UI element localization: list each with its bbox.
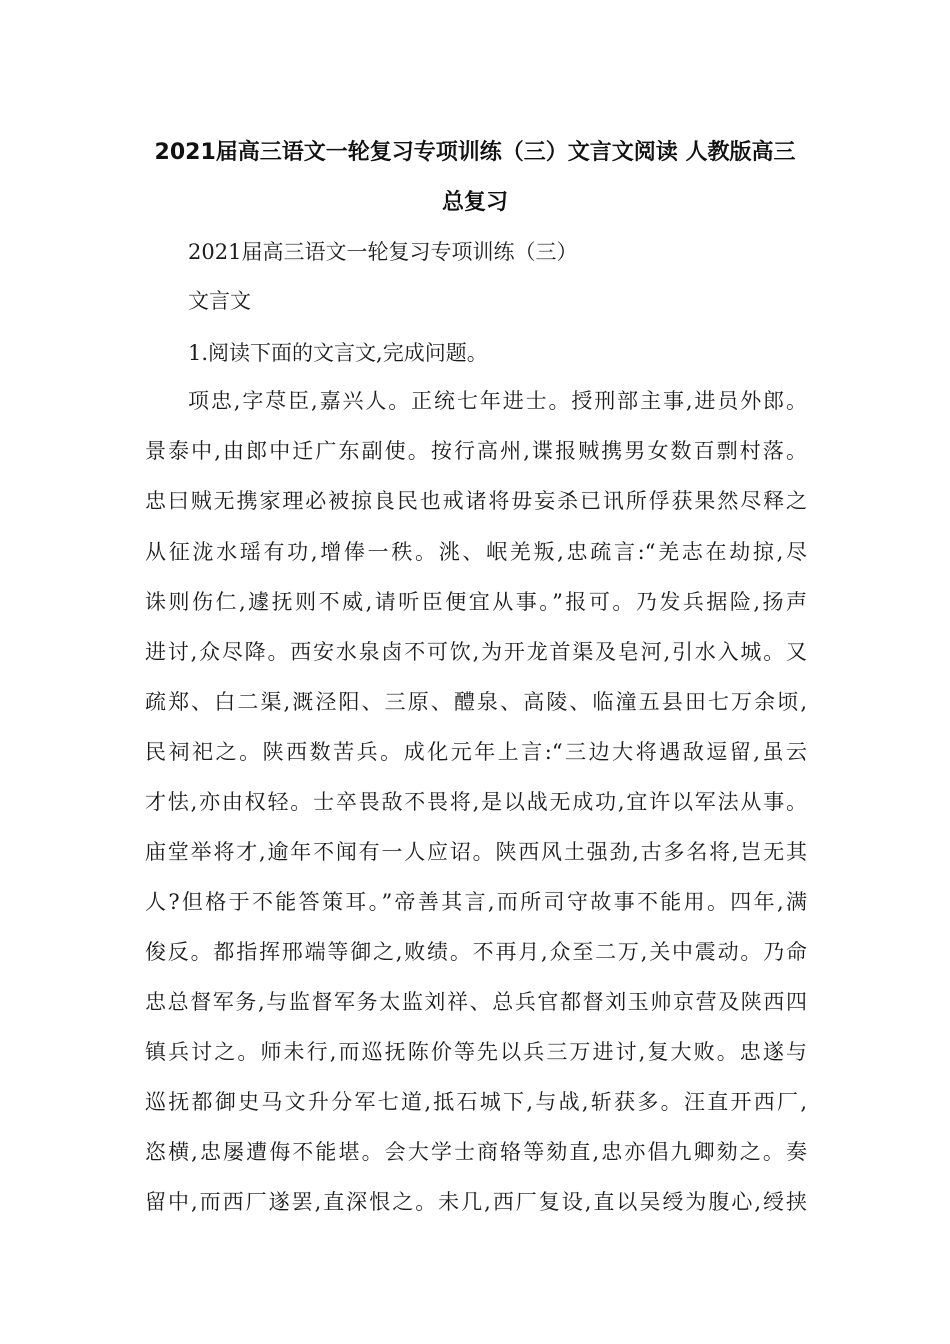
body-line: 进讨,众尽降。西安水泉卤不可饮,为开龙首渠及皂河,引水入城。又 <box>145 640 807 664</box>
body-line: 诛则伤仁,遽抚则不威,请听臣便宜从事。”报可。乃发兵据险,扬声 <box>145 590 807 614</box>
section-heading: 文言文 <box>188 289 251 313</box>
body-line: 忠曰贼无携家理必被掠良民也戒诸将毋妄杀已讯所俘获果然尽释之 <box>145 489 807 513</box>
body-line: 恣横,忠屡遭侮不能堪。会大学士商辂等劾直,忠亦倡九卿劾之。奏 <box>145 1140 807 1164</box>
body-line: 留中,而西厂遂罢,直深恨之。未几,西厂复设,直以吴绶为腹心,绶挟 <box>145 1190 807 1214</box>
body-line: 民祠祀之。陕西数苦兵。成化元年上言:“三边大将遇敌逗留,虽云 <box>145 740 807 764</box>
body-line: 才怯,亦由权轻。士卒畏敌不畏将,是以战无成功,宜许以军法从事。 <box>145 790 807 814</box>
body-line: 从征泷水瑶有功,增俸一秩。洮、岷羌叛,忠疏言:“羌志在劫掠,尽 <box>145 540 807 564</box>
body-line: 巡抚都御史马文升分军七道,抵石城下,与战,斩获多。汪直开西厂, <box>145 1090 807 1114</box>
body-line: 项忠,字荩臣,嘉兴人。正统七年进士。授刑部主事,进员外郎。 <box>188 389 807 413</box>
subtitle: 2021届高三语文一轮复习专项训练（三） <box>188 240 578 264</box>
question-prompt: 1.阅读下面的文言文,完成问题。 <box>188 341 488 365</box>
body-line: 景泰中,由郎中迁广东副使。按行高州,谍报贼携男女数百剽村落。 <box>145 439 807 463</box>
document-title-line-2: 总复习 <box>441 190 508 215</box>
body-line: 镇兵讨之。师未行,而巡抚陈价等先以兵三万进讨,复大败。忠遂与 <box>145 1040 807 1064</box>
body-line: 忠总督军务,与监督军务太监刘祥、总兵官都督刘玉帅京营及陕西四 <box>145 990 807 1014</box>
document-title-line-1: 2021届高三语文一轮复习专项训练（三）文言文阅读 人教版高三 <box>154 140 796 165</box>
body-line: 人?但格于不能答策耳。”帝善其言,而所司守故事不能用。四年,满 <box>145 890 807 914</box>
body-line: 庙堂举将才,逾年不闻有一人应诏。陕西风土强劲,古多名将,岂无其 <box>145 840 807 864</box>
body-line: 疏郑、白二渠,溉泾阳、三原、醴泉、高陵、临潼五县田七万余顷, <box>145 690 807 714</box>
body-line: 俊反。都指挥邢端等御之,败绩。不再月,众至二万,关中震动。乃命 <box>145 940 807 964</box>
